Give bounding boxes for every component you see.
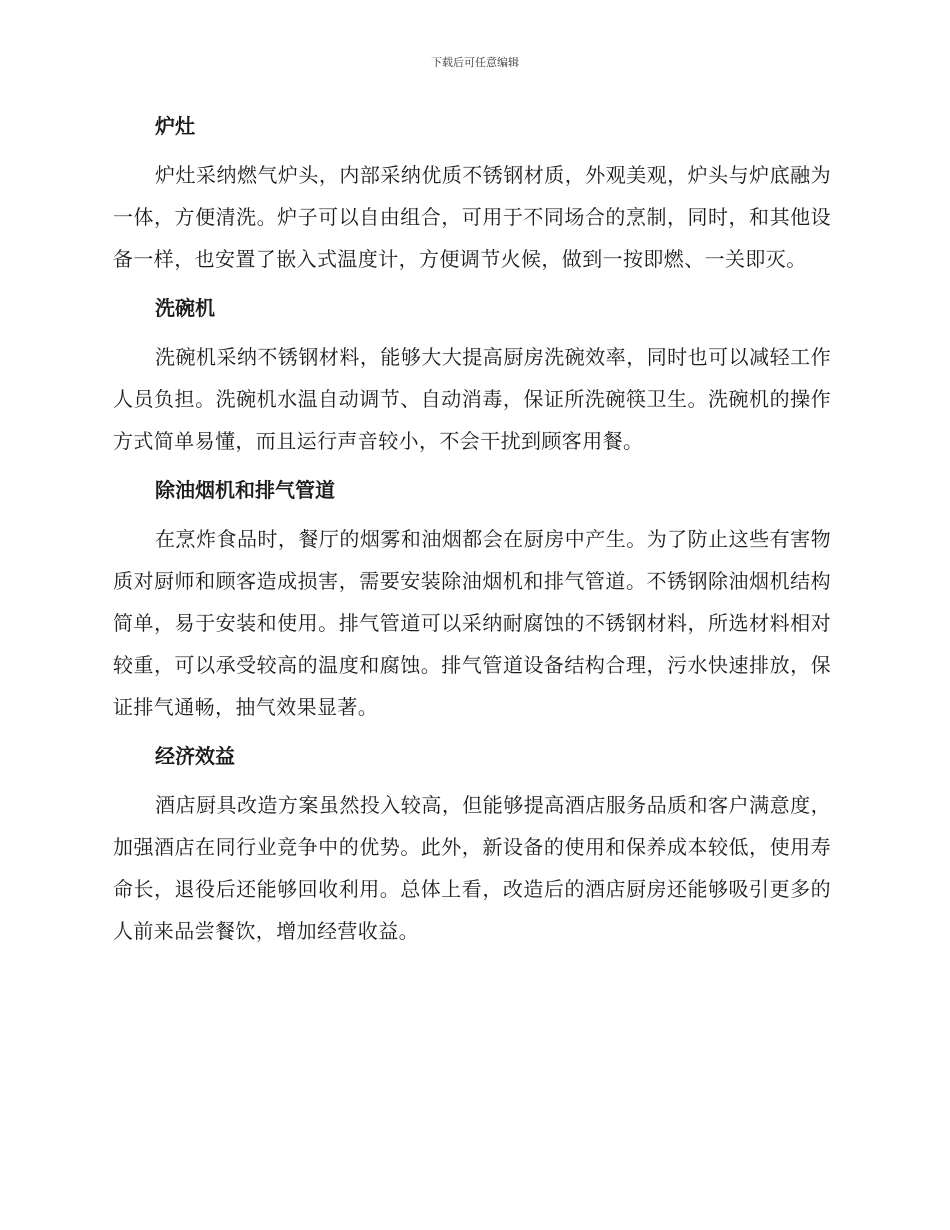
section-range-hood [113, 472, 831, 728]
section-paragraph: 在烹炸食品时，餐厅的烟雾和油烟都会在厨房中产生。为了防止这些有害物质对厨师和顾客造成损害，需要安装除油烟机和排气管道。不锈钢除油烟机结构简单，易于安装和使用。排气管道可以采纳耐腐蚀的不锈钢材料，所选材料相对较重，可以承受较高的温度和腐蚀。排气管道设备结构合理，污水快速排放，保证排气通畅，抽气效果显著。 [113, 527, 831, 719]
section-title: 炉灶 [155, 114, 195, 138]
section-title: 洗碗机 [155, 296, 215, 320]
section-stove [113, 108, 831, 280]
page-header: 下载后可任意编辑 [431, 56, 519, 69]
section-paragraph: 酒店厨具改造方案虽然投入较高，但能够提高酒店服务品质和客户满意度，加强酒店在同行业竞争中的优势。此外，新设备的使用和保养成本较低，使用寿命长，退役后还能够回收利用。总体上看，改造后的酒店厨房还能够吸引更多的人前来品尝餐饮，增加经营收益。 [113, 793, 831, 943]
section-paragraph: 炉灶采纳燃气炉头，内部采纳优质不锈钢材质，外观美观，炉头与炉底融为一体，方便清洗。炉子可以自由组合，可用于不同场合的烹制，同时，和其他设备一样，也安置了嵌入式温度计，方便调节火候，做到一按即燃、一关即灭。 [113, 163, 831, 271]
section-dishwasher [113, 290, 831, 462]
section-title: 除油烟机和排气管道 [155, 478, 335, 502]
section-paragraph: 洗碗机采纳不锈钢材料，能够大大提高厨房洗碗效率，同时也可以减轻工作人员负担。洗碗机水温自动调节、自动消毒，保证所洗碗筷卫生。洗碗机的操作方式简单易懂，而且运行声音较小，不会干扰到顾客用餐。 [113, 345, 831, 453]
document-body [113, 108, 831, 962]
section-title: 经济效益 [155, 744, 235, 768]
section-economic-benefit [113, 738, 831, 952]
